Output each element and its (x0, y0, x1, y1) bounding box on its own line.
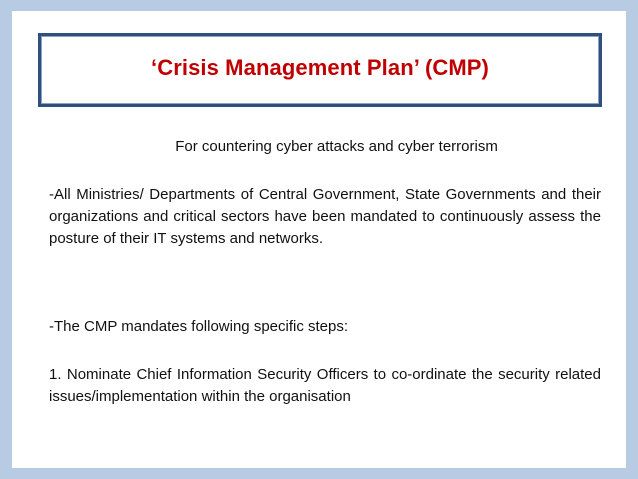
paragraph-steps-intro: -The CMP mandates following specific steps: (49, 318, 349, 335)
slide (12, 11, 626, 468)
slide-title: ‘Crisis Management Plan’ (CMP) (151, 55, 489, 80)
paragraph-step-1: 1. Nominate Chief Information Security Officers to co-ordinate the security related issues/implementation within the organisation (49, 366, 601, 405)
title-box (38, 33, 602, 107)
paragraph-mandate: -All Ministries/ Departments of Central Government, State Governments and their organizations and critical sectors have been mandated to continuously assess the posture of their IT systems and networks. (49, 186, 601, 247)
slide-subtitle: For countering cyber attacks and cyber terrorism (175, 138, 498, 155)
